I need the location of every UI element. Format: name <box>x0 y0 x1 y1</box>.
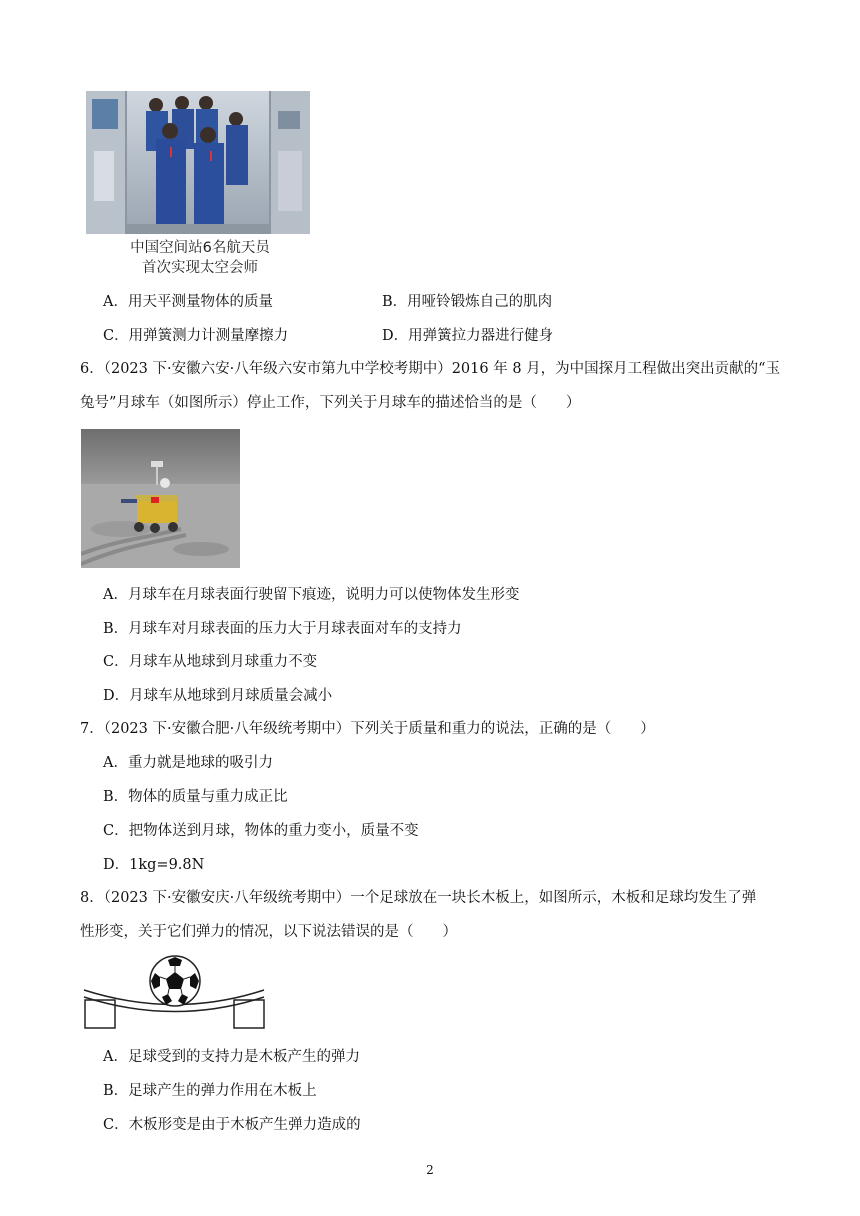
q5-option-c: C．用弹簧测力计测量摩擦力 <box>103 328 289 344</box>
football-on-board-figure <box>82 953 268 1033</box>
q8-option-a: A．足球受到的支持力是木板产生的弹力 <box>103 1049 360 1065</box>
q8-stem-line1: 8．（2023 下·安徽安庆·八年级统考期中）一个足球放在一块长木板上，如图所示，木板和足球均发生了弹 <box>80 890 757 906</box>
q6-stem-line1: 6．（2023 下·安徽六安·八年级六安市第九中学校考期中）2016 年 8 月，为中国探月工程做出突出贡献的“玉 <box>80 361 781 377</box>
football-icon <box>150 956 200 1006</box>
q7-option-a: A．重力就是地球的吸引力 <box>103 755 273 771</box>
q5-option-a: A．用天平测量物体的质量 <box>103 294 273 310</box>
q7-option-d: D．1kg=9.8N <box>103 857 205 873</box>
astronauts-illustration <box>86 91 310 234</box>
lunar-rover-illustration <box>81 429 240 568</box>
q7-option-c: C．把物体送到月球，物体的重力变小，质量不变 <box>103 823 419 839</box>
figure-caption-line2: 首次实现太空会师 <box>142 260 258 276</box>
q6-option-b: B．月球车对月球表面的压力大于月球表面对车的支持力 <box>103 621 462 637</box>
q8-option-b: B．足球产生的弹力作用在木板上 <box>103 1083 317 1099</box>
q7-option-b: B．物体的质量与重力成正比 <box>103 789 288 805</box>
q5-option-d: D．用弹簧拉力器进行健身 <box>382 328 554 344</box>
q6-stem-line2: 兔号”月球车（如图所示）停止工作，下列关于月球车的描述恰当的是（ ） <box>80 395 581 411</box>
figure-caption-line1: 中国空间站6名航天员 <box>130 240 270 256</box>
q8-option-c: C．木板形变是由于木板产生弹力造成的 <box>103 1117 361 1133</box>
q6-option-a: A．月球车在月球表面行驶留下痕迹，说明力可以使物体发生形变 <box>103 587 520 603</box>
lunar-rover-photo <box>81 429 240 568</box>
page-number: 2 <box>426 1163 434 1177</box>
q7-stem-line1: 7．（2023 下·安徽合肥·八年级统考期中）下列关于质量和重力的说法，正确的是（ ） <box>80 721 655 737</box>
astronauts-photo <box>86 91 310 234</box>
football-board-diagram <box>82 953 268 1033</box>
q6-option-d: D．月球车从地球到月球质量会减小 <box>103 688 333 704</box>
q5-option-b: B．用哑铃锻炼自己的肌肉 <box>382 294 553 310</box>
q6-option-c: C．月球车从地球到月球重力不变 <box>103 654 318 670</box>
q8-stem-line2: 性形变，关于它们弹力的情况，以下说法错误的是（ ） <box>80 924 457 940</box>
figure-caption <box>100 238 300 278</box>
